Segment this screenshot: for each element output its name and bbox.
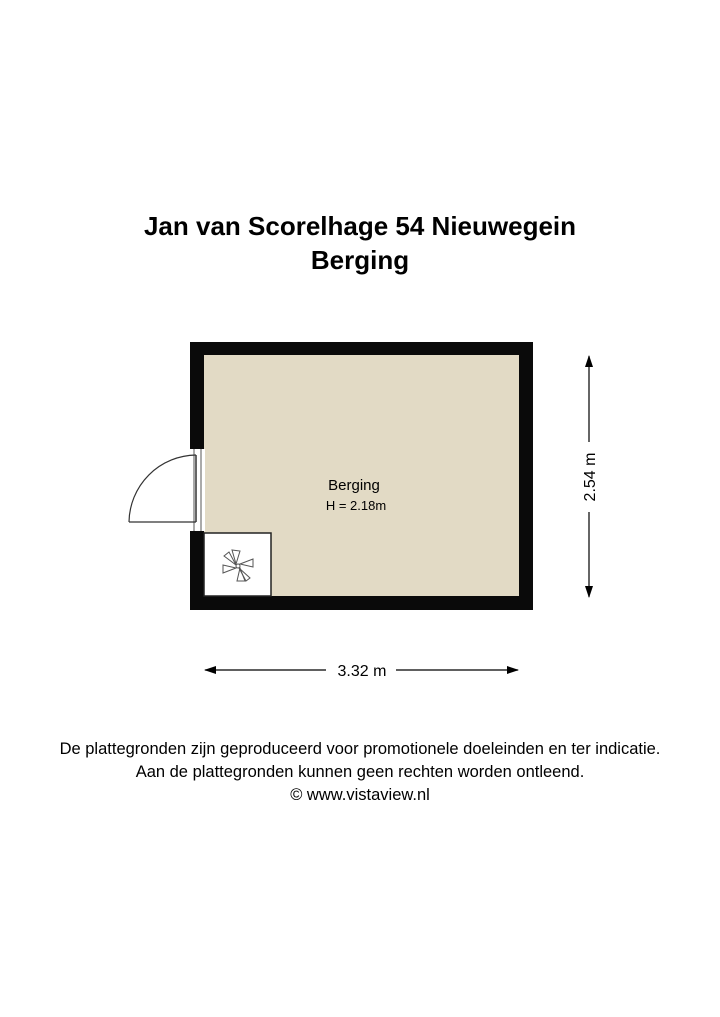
door-swing-icon	[129, 455, 196, 522]
room-label: Berging	[328, 477, 380, 494]
door-opening	[190, 449, 205, 531]
ventilation-fan-icon	[204, 533, 271, 596]
width-dimension-label: 3.32 m	[337, 663, 387, 680]
width-dimension	[205, 663, 518, 680]
disclaimer-line-1: De plattegronden zijn geproduceerd voor promotionele doeleinden en ter indicatie.	[59, 740, 661, 758]
page-subtitle: Berging	[310, 245, 410, 275]
depth-dimension-label: 2.54 m	[582, 452, 599, 502]
room-height-label: H = 2.18m	[325, 498, 387, 513]
copyright-line: © www.vistaview.nl	[290, 786, 430, 804]
page-title: Jan van Scorelhage 54 Nieuwegein	[143, 211, 577, 241]
disclaimer-line-2: Aan de plattegronden kunnen geen rechten worden ontleend.	[135, 763, 585, 781]
depth-dimension	[582, 356, 599, 597]
